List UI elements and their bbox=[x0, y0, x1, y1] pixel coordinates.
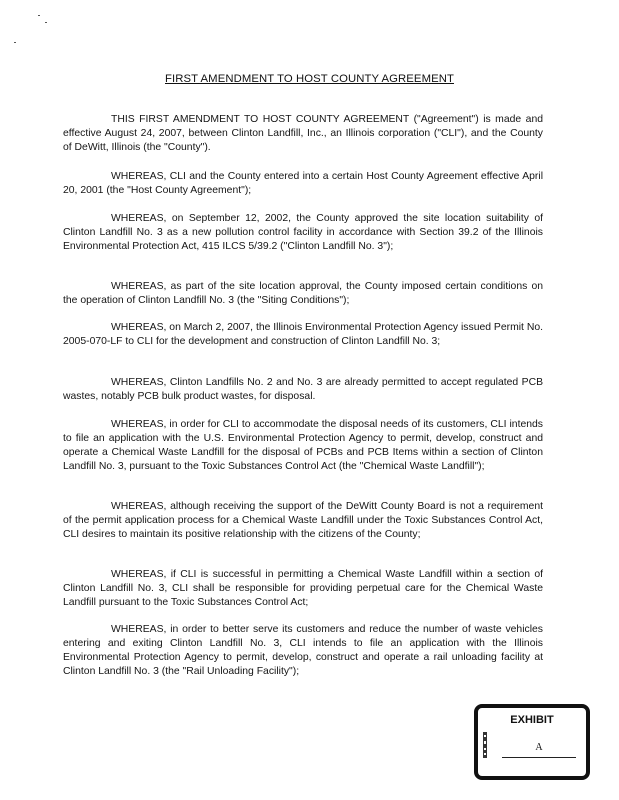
whereas-paragraph-4: WHEREAS, on March 2, 2007, the Illinois Environmental Protection Agency issued Permit No. 2005-070-LF to CLI for the development and construction of Clinton Landfill No. 3; bbox=[63, 322, 543, 347]
exhibit-label: EXHIBIT bbox=[510, 714, 554, 726]
whereas-paragraph-7: WHEREAS, although receiving the support of the DeWitt County Board is not a requirement of the permit application process for a Chemical Waste Landfill under the Toxic Substances Control Act, CLI desires to maintain its positive relationship with the citizens of the County; bbox=[63, 501, 543, 540]
whereas-paragraph-1: WHEREAS, CLI and the County entered into a certain Host County Agreement effective April 20, 2001 (the "Host County Agreement"); bbox=[63, 171, 543, 196]
whereas-paragraph-8: WHEREAS, if CLI is successful in permitting a Chemical Waste Landfill within a section of Clinton Landfill No. 3, CLI shall be responsible for providing perpetual care for the Chemical Waste Landfill pursuant to the Toxic Substances Control Act; bbox=[63, 569, 543, 608]
exhibit-value: A bbox=[535, 742, 543, 753]
preamble-paragraph: THIS FIRST AMENDMENT TO HOST COUNTY AGREEMENT ("Agreement") is made and effective August 24, 2007, between Clinton Landfill, Inc., an Illinois corporation ("CLI"), and the County of DeWitt, Illinois (the "County"). bbox=[63, 114, 543, 153]
whereas-paragraph-6: WHEREAS, in order for CLI to accommodate the disposal needs of its customers, CLI intends to file an application with the U.S. Environmental Protection Agency to permit, develop, construct and operate a Chemical Waste Landfill for the disposal of PCBs and PCB Items within a section of Clinton Landfill No. 3, pursuant to the Toxic Substances Control Act (the "Chemical Waste Landfill"); bbox=[63, 419, 543, 472]
whereas-paragraph-5: WHEREAS, Clinton Landfills No. 2 and No. 3 are already permitted to accept regulated PCB wastes, notably PCB bulk product wastes, for disposal. bbox=[63, 377, 543, 402]
whereas-paragraph-2: WHEREAS, on September 12, 2002, the County approved the site location suitability of Clinton Landfill No. 3 as a new pollution control facility in accordance with Section 39.2 of the Illinois Environmental Protection Act, 415 ILCS 5/39.2 ("Clinton Landfill No. 3"); bbox=[63, 213, 543, 252]
whereas-paragraph-9: WHEREAS, in order to better serve its customers and reduce the number of waste vehicles entering and exiting Clinton Landfill No. 3, CLI intends to file an application with the Illinois Environmental Protection Agency to permit, develop, construct and operate a rail unloading facility at Clinton Landfill No. 3 (the "Rail Unloading Facility"); bbox=[63, 624, 543, 677]
exhibit-sticker bbox=[474, 704, 590, 780]
document-title: FIRST AMENDMENT TO HOST COUNTY AGREEMENT bbox=[165, 73, 454, 85]
exhibit-underline bbox=[502, 757, 576, 758]
whereas-paragraph-3: WHEREAS, as part of the site location approval, the County imposed certain conditions on the operation of Clinton Landfill No. 3 (the "Siting Conditions"); bbox=[63, 281, 543, 306]
scan-speck bbox=[38, 15, 40, 16]
sticker-brand-mark bbox=[482, 732, 488, 758]
scan-speck bbox=[45, 22, 47, 23]
scan-speck bbox=[14, 42, 16, 43]
